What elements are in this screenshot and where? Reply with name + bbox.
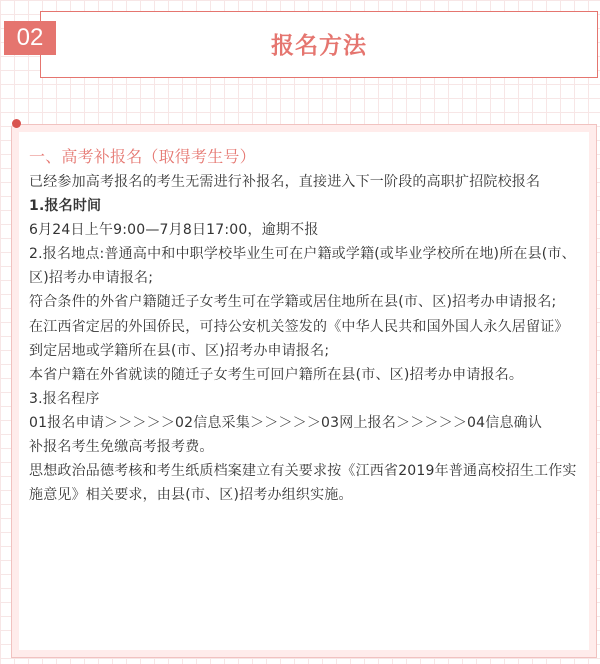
section-header bbox=[40, 11, 598, 78]
procedure-heading: 3.报名程序 bbox=[29, 390, 100, 407]
subsection-heading: 一、高考补报名（取得考生号） bbox=[29, 147, 256, 166]
fee-paragraph: 补报名考生免缴高考报考费。 bbox=[29, 439, 214, 456]
location-paragraph: 2.报名地点:普通高中和中职学校毕业生可在户籍或学籍(或毕业学校所在地)所在县(市、区)招考办申请报名; bbox=[29, 246, 576, 287]
migrant-paragraph: 符合条件的外省户籍随迁子女考生可在学籍或居住地所在县(市、区)招考办申请报名; bbox=[29, 294, 557, 311]
foreign-paragraph: 在江西省定居的外国侨民，可持公安机关签发的《中华人民共和国外国人永久居留证》到定居地或学籍所在县(市、区)招考办申请报名; bbox=[29, 318, 569, 359]
time-paragraph: 6月24日上午9:00—7月8日17:00，逾期不报 bbox=[29, 222, 319, 239]
procedure-steps: 01报名申请＞＞＞＞＞02信息采集＞＞＞＞＞03网上报名＞＞＞＞＞04信息确认 bbox=[29, 414, 543, 431]
time-heading: 1.报名时间 bbox=[29, 198, 102, 215]
bullet-dot-icon bbox=[12, 119, 21, 128]
section-title: 报名方法 bbox=[271, 33, 367, 59]
intro-paragraph: 已经参加高考报名的考生无需进行补报名，直接进入下一阶段的高职扩招院校报名 bbox=[29, 174, 541, 190]
section-number-badge: 02 bbox=[4, 21, 56, 55]
content-panel bbox=[11, 124, 597, 658]
content-inner bbox=[19, 132, 589, 650]
archive-paragraph: 思想政治品德考核和考生纸质档案建立有关要求按《江西省2019年普通高校招生工作实施意见》相关要求，由县(市、区)招考办组织实施。 bbox=[29, 463, 577, 504]
content-body bbox=[29, 144, 577, 507]
outside-paragraph: 本省户籍在外省就读的随迁子女考生可回户籍所在县(市、区)招考办申请报名。 bbox=[29, 366, 524, 383]
